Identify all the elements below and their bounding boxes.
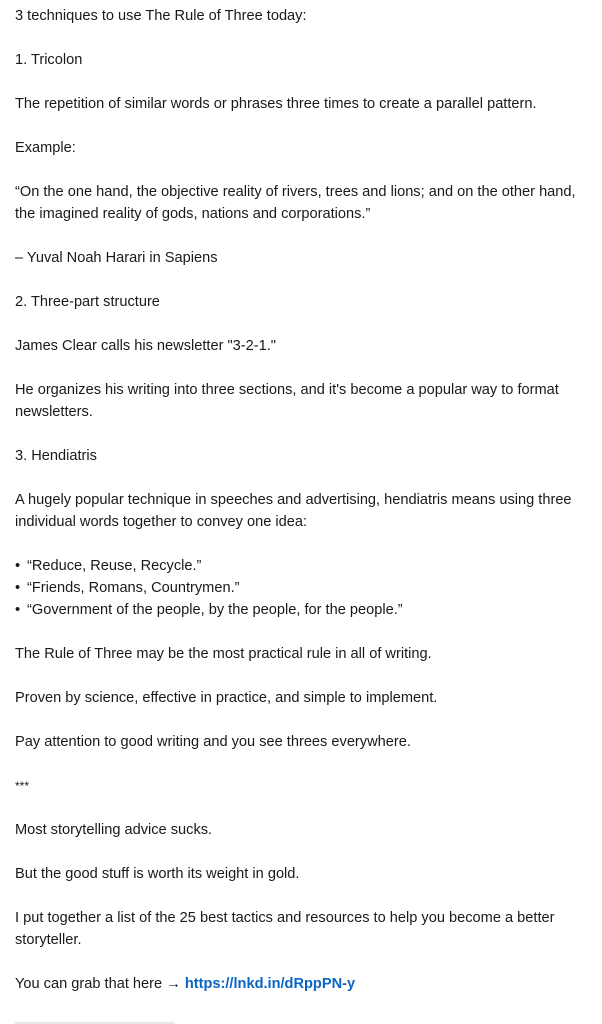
cta-3: I put together a list of the 25 best tactics and resources to help you become a better storyteller. bbox=[15, 910, 555, 948]
list-item-text: “Government of the people, by the people, for the people.” bbox=[27, 602, 403, 618]
cta-2: But the good stuff is worth its weight in gold. bbox=[15, 866, 300, 882]
cta-1: Most storytelling advice sucks. bbox=[15, 822, 213, 838]
section-3-body: A hugely popular technique in speeches and advertising, hendiatris means using three individual words together to convey one idea: bbox=[15, 492, 572, 530]
post-body bbox=[15, 5, 593, 995]
section-3-title: 3. Hendiatris bbox=[15, 448, 97, 464]
conclusion-2: Proven by science, effective in practice, and simple to implement. bbox=[15, 690, 438, 706]
section-2-title: 2. Three-part structure bbox=[15, 294, 160, 310]
example-label: Example: bbox=[15, 140, 76, 156]
section-1-title: 1. Tricolon bbox=[15, 52, 83, 68]
quote-text: “On the one hand, the objective reality of rivers, trees and lions; and on the other hand, the imagined reality of gods, nations and corporations.” bbox=[15, 184, 576, 222]
quote-attribution: – Yuval Noah Harari in Sapiens bbox=[15, 250, 218, 266]
cta-4 bbox=[15, 973, 593, 995]
conclusion-3: Pay attention to good writing and you see threes everywhere. bbox=[15, 734, 411, 750]
bullet-dot: • bbox=[15, 602, 21, 618]
list-item-text: “Friends, Romans, Countrymen.” bbox=[27, 580, 240, 596]
section-2-body-1: James Clear calls his newsletter "3-2-1." bbox=[15, 338, 276, 354]
cta-4-prefix: You can grab that here → bbox=[15, 976, 185, 992]
conclusion-1: The Rule of Three may be the most practical rule in all of writing. bbox=[15, 646, 432, 662]
list-item bbox=[15, 599, 593, 621]
resource-link[interactable]: https://lnkd.in/dRppPN-y bbox=[184, 976, 356, 992]
bullet-dot: • bbox=[15, 580, 21, 596]
list-item bbox=[15, 577, 593, 599]
hendiatris-list bbox=[15, 555, 593, 621]
section-1-body: The repetition of similar words or phrases three times to create a parallel pattern. bbox=[15, 96, 537, 112]
post-intro: 3 techniques to use The Rule of Three today: bbox=[15, 8, 307, 24]
list-item bbox=[15, 555, 593, 577]
bullet-dot: • bbox=[15, 558, 21, 574]
section-2-body-2: He organizes his writing into three sections, and it's become a popular way to format newsletters. bbox=[15, 382, 559, 420]
list-item-text: “Reduce, Reuse, Recycle.” bbox=[27, 558, 202, 574]
separator: *** bbox=[15, 779, 30, 793]
